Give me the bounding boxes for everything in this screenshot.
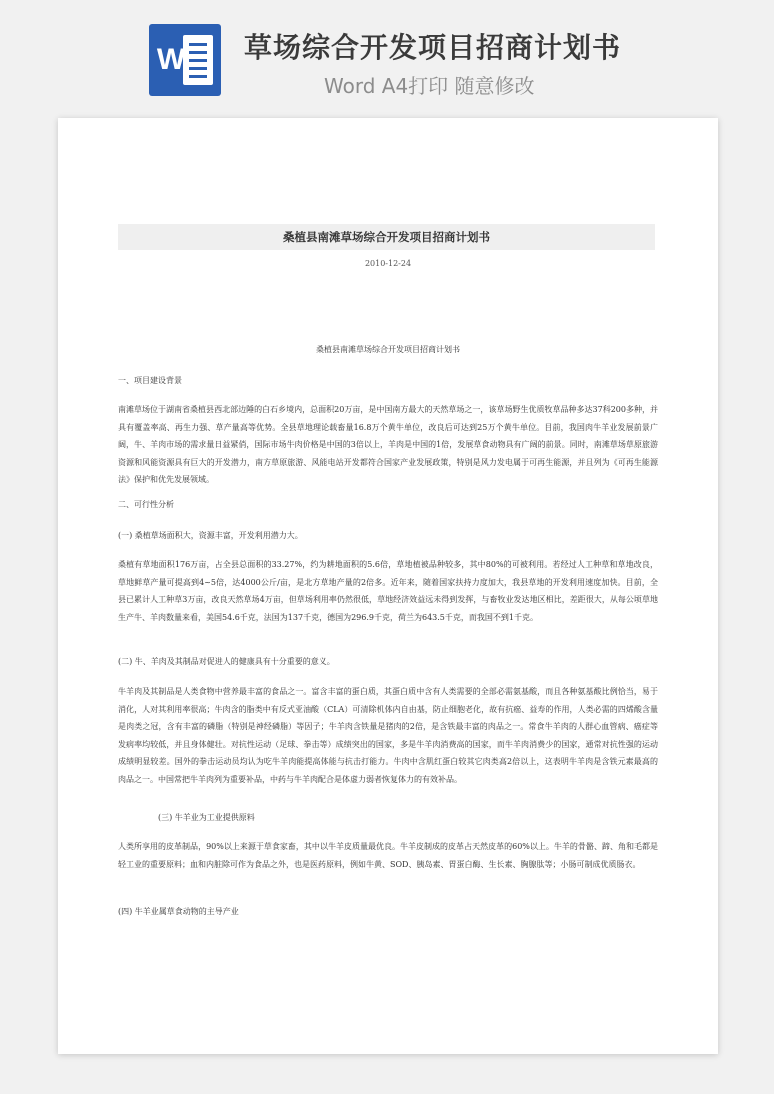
header-banner [0,0,774,110]
paragraph-health: 牛羊肉及其制品是人类食物中营养最丰富的食品之一。富含丰富的蛋白质，其蛋白质中含有人类需要的全部必需氨基酸，而且各种氨基酸比例恰当，易于消化，人对其利用率很高；牛肉含的脂类中有反式亚油酸（CLA）可清除机体内自由基，防止细胞老化，故有抗癌、益寿的作用，人类必需的四烯酸含量是肉类之冠，含有丰富的磷脂（特别是神经磷脂）等因子；牛羊肉含铁量是猪肉的2倍，是含铁最丰富的肉品之一。常食牛羊肉的人群心血管病、癌症等发病率均较低，并且身体健壮。对抗性运动（足球、拳击等）成绩突出的国家，多是牛羊肉消费高的国家，而牛羊肉消费少的国家，通常对抗性强的运动成绩明显较差。国外的拳击运动员均认为吃牛羊肉能提高体能与抗击打能力。牛肉中含肌红蛋白较其它肉类高2倍以上，这表明牛羊肉是含铁元素最高的肉品之一。中国常把牛羊肉列为重要补品，中药与牛羊肉配合是体虚力弱者恢复体力的有效补品。 [118,687,658,784]
paragraph-grassland: 桑植有草地面积176万亩，占全县总面积的33.27%，约为耕地面积的5.6倍，草地植被品种较多，其中80%的可被利用。若经过人工种草和草地改良，草地鲜草产量可提高到4~5倍，达4000公斤/亩，是北方草地产量的2倍多。近年来，随着国家扶持力度加大，我县草地的开发利用速度加快。目前，全县已累计人工种草3万亩，改良天然草场4万亩，但草场利用率仍然很低，草地经济效益远未得到发挥，与畜牧业发达地区相比，差距很大，从每公顷草地生产牛、羊肉数量来看，美国54.6千克，法国为137千克，德国为296.9千克，荷兰为643.5千克，而我国不到1千克。 [118,560,658,622]
paragraph-industry: 人类所享用的皮革制品，90%以上来源于草食家畜，其中以牛羊皮质量最优良。牛羊皮制成的皮革占天然皮革的60%以上。牛羊的骨骼、蹄、角和毛都是轻工业的重要原料；血和内脏除可作为食品之外，也是医药原料，例如牛黄、SOD、胰岛素、胃蛋白酶、生长素、胸腺肽等；小肠可制成优质肠衣。 [118,842,658,869]
subsection-heading-3: (三) 牛羊业为工业提供原料 [158,813,255,822]
document-subtitle: 桑植县南滩草场综合开发项目招商计划书 [316,345,460,354]
section-heading-1: 一、项目建设背景 [118,376,182,385]
subsection-heading-4: (四) 牛羊业属草食动物的主导产业 [118,907,239,916]
word-logo-letter: W [156,43,186,76]
subsection-heading-1: (一) 桑植草场面积大，资源丰富，开发利用潜力大。 [118,531,303,540]
document-lines-icon [183,35,213,85]
banner-subtitle: Word A4打印 随意修改 [324,74,535,98]
document-date: 2010-12-24 [364,259,412,268]
document-page [58,118,718,1054]
word-icon [149,24,221,96]
document-title: 桑植县南滩草场综合开发项目招商计划书 [118,224,655,250]
paragraph-background: 南滩草场位于湖南省桑植县西北部边陲的白石乡境内，总面积20万亩，是中国南方最大的天然草场之一，该草场野生优质牧草品种多达37科200多种，并具有覆盖率高、再生力强、草产量高等优势。全县草地理论载畜量16.8万个黄牛单位，改良后可达到25万个黄牛单位。目前，我国肉牛羊业发展前景广阔，牛、羊肉市场的需求量日益紧俏，国际市场牛肉价格是中国的3倍以上，羊肉是中国的1倍，发展草食动物具有广阔的前景。同时，南滩草场草原旅游资源和风能资源具有巨大的开发潜力，南方草原旅游、风能电站开发都符合国家产业发展政策，特别是风力发电属于可再生能源，并且列为《可再生能源法》保护和优先发展领域。 [118,405,658,484]
section-heading-2: 二、可行性分析 [118,500,174,509]
banner-title: 草场综合开发项目招商计划书 [244,31,622,64]
subsection-heading-2: (二) 牛、羊肉及其制品对促进人的健康具有十分重要的意义。 [118,657,335,666]
